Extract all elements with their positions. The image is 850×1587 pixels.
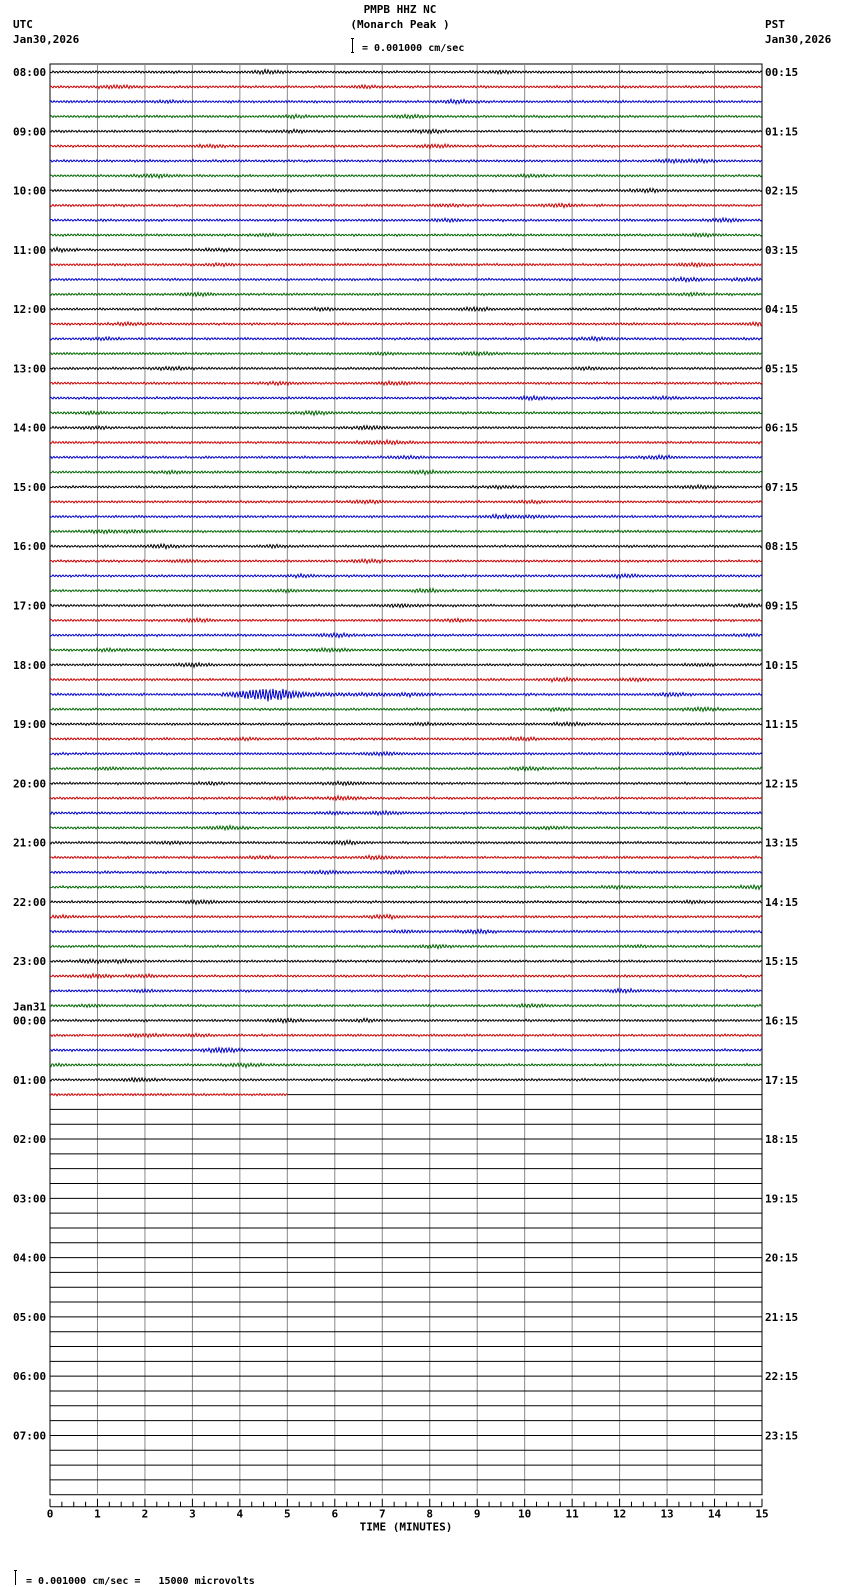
seismic-trace [50, 99, 762, 103]
seismic-trace [50, 174, 762, 178]
seismic-trace [50, 796, 762, 800]
pst-hour-label: 21:15 [765, 1310, 799, 1324]
seismic-trace [50, 470, 762, 475]
x-tick-label: 9 [473, 1507, 481, 1521]
utc-hour-label: 08:00 [13, 66, 47, 79]
seismic-trace [50, 485, 762, 489]
seismic-trace [50, 144, 762, 148]
utc-hour-label: 02:00 [13, 1133, 47, 1147]
footer-scale-label: = 0.001000 cm/sec = 15000 microvolts [26, 1576, 255, 1587]
seismic-trace [50, 500, 762, 504]
utc-date-change-label: Jan31 [13, 1000, 47, 1014]
utc-hour-label: 18:00 [13, 658, 47, 672]
seismic-trace [50, 945, 762, 949]
pst-hour-label: 04:15 [765, 303, 799, 317]
pst-hour-label: 02:15 [765, 184, 799, 198]
seismic-trace [50, 530, 762, 534]
pst-hour-label: 09:15 [765, 599, 799, 613]
seismic-trace [50, 1078, 762, 1082]
seismic-trace [50, 292, 762, 296]
utc-hour-label: 21:00 [13, 836, 47, 850]
seismic-trace [50, 263, 762, 267]
seismic-trace [50, 514, 762, 518]
x-tick-label: 8 [426, 1507, 434, 1521]
pst-hour-label: 07:15 [765, 480, 799, 494]
left-timezone: UTC [13, 18, 33, 31]
seismic-trace [50, 352, 762, 356]
x-tick-label: 14 [707, 1507, 722, 1521]
pst-hour-label: 23:15 [765, 1429, 799, 1443]
x-axis-title: TIME (MINUTES) [359, 1520, 453, 1534]
utc-hour-label: 15:00 [13, 480, 47, 494]
seismic-trace [50, 689, 762, 702]
seismic-trace [50, 618, 762, 622]
traces [50, 70, 762, 1480]
pst-hour-label: 11:15 [765, 718, 799, 732]
seismic-trace [50, 559, 762, 563]
seismic-trace [50, 767, 762, 771]
x-tick-label: 0 [46, 1507, 54, 1521]
x-tick-label: 4 [236, 1507, 244, 1521]
pst-hour-label: 13:15 [765, 836, 799, 850]
seismic-trace [50, 381, 762, 385]
seismic-trace [50, 218, 762, 222]
seismic-trace [50, 455, 762, 459]
pst-hour-label: 08:15 [765, 540, 799, 554]
pst-hour-label: 10:15 [765, 658, 799, 672]
seismic-trace [50, 663, 762, 667]
utc-hour-label: 17:00 [13, 599, 47, 613]
utc-hour-label: 07:00 [13, 1429, 47, 1443]
seismic-trace [50, 337, 762, 341]
pst-hour-label: 14:15 [765, 895, 799, 909]
x-tick-label: 5 [284, 1507, 291, 1521]
seismic-trace [50, 426, 762, 430]
seismic-trace [50, 114, 762, 118]
seismic-trace [50, 855, 762, 859]
seismic-trace [50, 737, 762, 741]
utc-hour-label: 23:00 [13, 955, 47, 969]
utc-hour-label: 20:00 [13, 777, 47, 791]
seismic-trace [50, 974, 762, 978]
site-title: (Monarch Peak ) [350, 18, 450, 31]
seismic-trace [50, 307, 762, 311]
seismic-trace [50, 1093, 287, 1095]
seismic-trace [50, 188, 762, 192]
seismic-trace [50, 85, 762, 89]
pst-hour-label: 06:15 [765, 421, 799, 435]
seismic-trace [50, 604, 762, 608]
seismic-trace [50, 366, 762, 370]
pst-hour-label: 01:15 [765, 125, 799, 139]
right-timezone: PST [765, 18, 785, 31]
seismic-trace [50, 411, 762, 415]
seismic-trace [50, 574, 762, 578]
seismic-trace [50, 544, 762, 549]
pst-hour-label: 12:15 [765, 777, 799, 791]
seismic-trace [50, 915, 762, 920]
x-tick-label: 13 [660, 1507, 674, 1521]
utc-hour-label: 05:00 [13, 1310, 47, 1324]
x-tick-label: 6 [331, 1507, 339, 1521]
seismic-trace [50, 633, 762, 637]
seismic-trace [50, 648, 762, 652]
seismic-trace [50, 722, 762, 726]
seismic-trace [50, 396, 762, 400]
utc-hour-label: 13:00 [13, 362, 47, 376]
pst-hour-label: 00:15 [765, 66, 799, 79]
seismic-trace [50, 129, 762, 133]
seismic-trace [50, 1063, 762, 1067]
seismic-trace [50, 781, 762, 785]
seismic-trace [50, 1033, 762, 1037]
seismic-trace [50, 589, 762, 593]
scale-label: = 0.001000 cm/sec [362, 43, 465, 54]
seismic-trace [50, 440, 762, 445]
utc-hour-label: 09:00 [13, 125, 47, 139]
pst-hour-label: 05:15 [765, 362, 799, 376]
utc-hour-label: 14:00 [13, 421, 47, 435]
utc-hour-label: 01:00 [13, 1073, 47, 1087]
pst-hour-label: 22:15 [765, 1370, 799, 1384]
footer-scale-bar-icon [14, 1570, 17, 1584]
right-date: Jan30,2026 [765, 33, 832, 46]
station-title: PMPB HHZ NC [363, 3, 437, 16]
utc-hour-label: 22:00 [13, 895, 47, 909]
pst-hour-label: 15:15 [765, 955, 799, 969]
seismic-trace [50, 233, 762, 237]
x-tick-label: 10 [518, 1507, 532, 1521]
seismic-trace [50, 1018, 762, 1022]
seismic-trace [50, 707, 762, 711]
utc-hour-label: 00:00 [13, 1014, 47, 1028]
pst-hour-label: 03:15 [765, 243, 799, 257]
seismic-trace [50, 677, 762, 681]
seismic-trace [50, 885, 762, 889]
pst-hour-label: 16:15 [765, 1014, 799, 1028]
seismic-trace [50, 752, 762, 756]
pst-hour-label: 19:15 [765, 1192, 799, 1206]
pst-hour-label: 18:15 [765, 1133, 799, 1147]
seismic-trace [50, 811, 762, 815]
x-tick-label: 12 [612, 1507, 627, 1521]
utc-hour-label: 04:00 [13, 1251, 47, 1265]
utc-hour-label: 11:00 [13, 243, 47, 257]
utc-hour-label: 19:00 [13, 718, 47, 732]
seismic-trace [50, 870, 762, 874]
utc-hour-label: 03:00 [13, 1192, 47, 1206]
seismic-trace [50, 203, 762, 207]
seismic-trace [50, 989, 762, 993]
x-axis [47, 1499, 769, 1534]
seismic-trace [50, 959, 762, 963]
seismic-trace [50, 826, 762, 830]
x-tick-label: 1 [94, 1507, 101, 1521]
pst-hour-label: 20:15 [765, 1251, 799, 1265]
seismic-trace [50, 159, 762, 163]
seismic-trace [50, 277, 762, 282]
seismic-trace [50, 70, 762, 74]
x-tick-label: 3 [189, 1507, 196, 1521]
pst-hour-label: 17:15 [765, 1073, 799, 1087]
seismic-trace [50, 1048, 762, 1053]
utc-hour-label: 16:00 [13, 540, 47, 554]
x-tick-label: 11 [565, 1507, 579, 1521]
seismic-trace [50, 841, 762, 845]
seismic-trace [50, 929, 762, 933]
left-date: Jan30,2026 [13, 33, 80, 46]
seismic-trace [50, 1004, 762, 1008]
x-tick-label: 7 [378, 1507, 386, 1521]
utc-hour-label: 12:00 [13, 303, 47, 317]
seismic-trace [50, 247, 762, 252]
utc-hour-label: 10:00 [13, 184, 47, 198]
x-tick-label: 2 [141, 1507, 149, 1521]
utc-hour-label: 06:00 [13, 1370, 47, 1384]
seismic-trace [50, 322, 762, 326]
seismic-trace [50, 900, 762, 904]
x-tick-label: 15 [755, 1507, 769, 1521]
